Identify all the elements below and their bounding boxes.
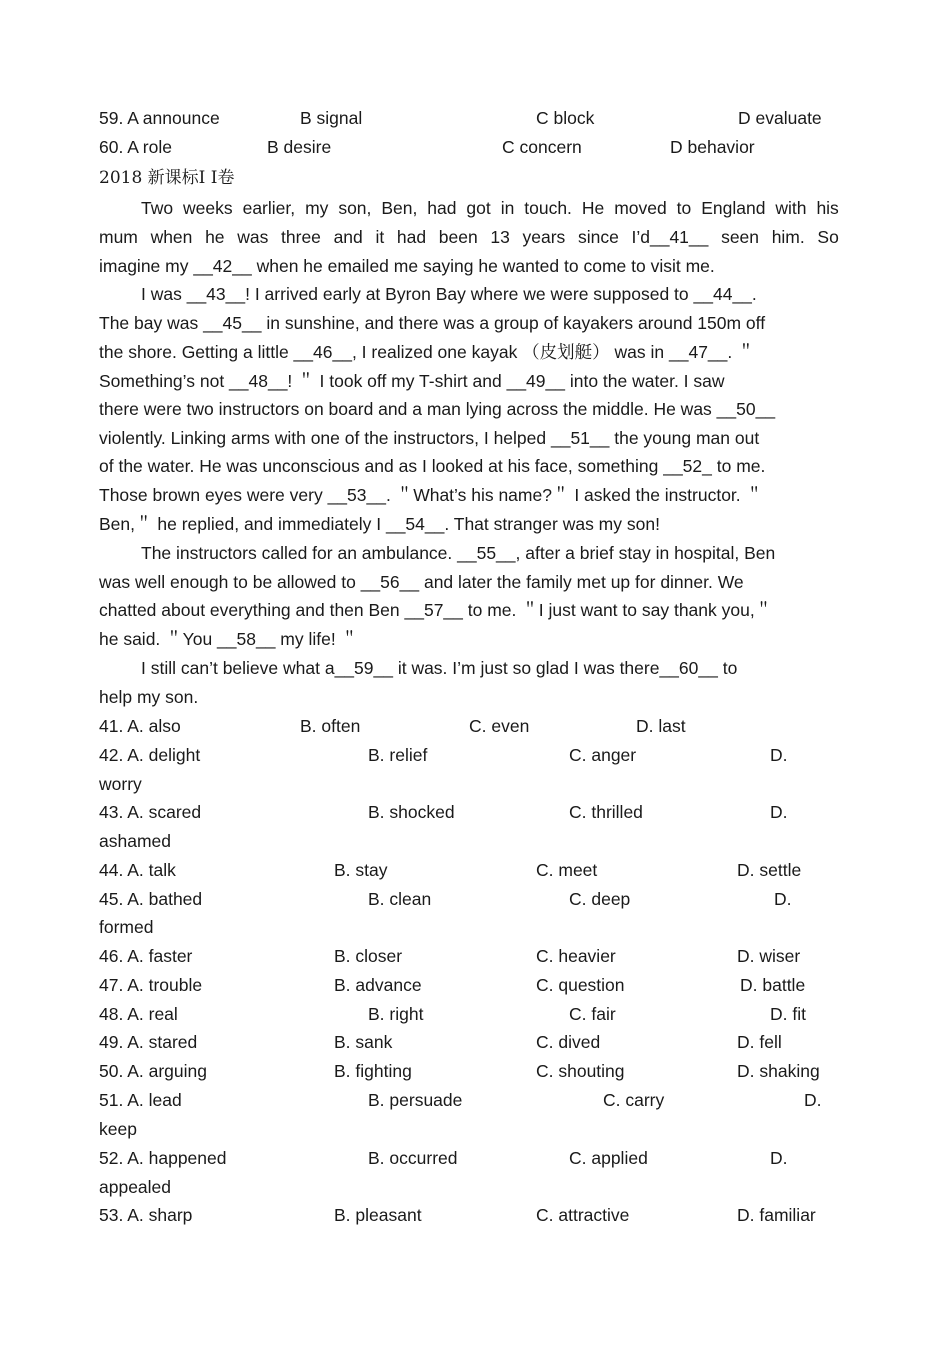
option-c: C concern: [502, 137, 582, 157]
option-b: B. sank: [334, 1032, 393, 1052]
option-b: B. clean: [368, 889, 432, 909]
passage-line: Those brown eyes were very __53__. ＂What’s his name?＂ I asked the instructor. ＂: [99, 485, 764, 505]
passage-word: to: [676, 198, 692, 218]
option-b: B signal: [300, 108, 363, 128]
passage-line: The instructors called for an ambulance. __55__, after a brief stay in hospital, Ben: [141, 543, 776, 563]
option-d: D. shaking: [737, 1061, 820, 1081]
option-b: B. stay: [334, 860, 388, 880]
passage-word: my: [305, 198, 329, 218]
option-row-60: [99, 133, 839, 162]
passage-line: was well enough to be allowed to __56__ and later the family met up for dinner. We: [99, 572, 744, 592]
passage-line: chatted about everything and then Ben __57__ to me. ＂I just want to say thank you,＂: [99, 600, 773, 620]
question-row-46: [99, 942, 839, 971]
passage-word: had: [396, 227, 427, 247]
passage-line: violently. Linking arms with one of the instructors, I helped __51__ the young man out: [99, 428, 760, 448]
passage-word: it: [375, 227, 385, 247]
option-a: 52. A. happened: [99, 1148, 227, 1168]
passage-word: 13: [490, 227, 510, 247]
option-c: C. applied: [569, 1148, 648, 1168]
passage-word: seen: [721, 227, 760, 247]
option-c: C. carry: [603, 1090, 665, 1110]
question-row-41: [99, 712, 839, 741]
passage-line: I still can’t believe what a__59__ it was. I’m just so glad I was there__60__ to: [141, 658, 738, 678]
option-row-59: [99, 104, 839, 133]
passage-line: Ben,＂ he replied, and immediately I __54__. That stranger was my son!: [99, 514, 660, 534]
passage-line: help my son.: [99, 687, 199, 707]
passage-word: Two: [141, 198, 174, 218]
option-d: D. fell: [737, 1032, 782, 1052]
option-d: D.: [770, 745, 788, 765]
passage-word: England: [701, 198, 766, 218]
section-heading: 2018 新课标Ⅰ Ⅰ卷: [99, 168, 235, 188]
option-a: 43. A. scared: [99, 802, 202, 822]
passage-word: earlier,: [242, 198, 296, 218]
option-b: B. often: [300, 716, 361, 736]
passage-line: the shore. Getting a little __46__, I realized one kayak （皮划艇） was in __47__. ＂: [99, 342, 755, 362]
question-row-52-wrap: appealed: [99, 1177, 172, 1197]
option-b: B. persuade: [368, 1090, 463, 1110]
option-b: B. occurred: [368, 1148, 458, 1168]
option-c: C. even: [469, 716, 530, 736]
option-a: 49. A. stared: [99, 1032, 198, 1052]
option-b: B. relief: [368, 745, 428, 765]
option-d: D. battle: [740, 975, 806, 995]
option-b: B. right: [368, 1004, 424, 1024]
option-d: D. settle: [737, 860, 802, 880]
option-b: B desire: [267, 137, 332, 157]
passage-word: touch.: [524, 198, 572, 218]
option-b: B. advance: [334, 975, 422, 995]
passage-line: [99, 223, 839, 252]
passage-line: of the water. He was unconscious and as I looked at his face, something __52_ to me.: [99, 456, 766, 476]
option-a: 45. A. bathed: [99, 889, 203, 909]
passage-word: years: [522, 227, 566, 247]
option-c: C. shouting: [536, 1061, 625, 1081]
option-d: D. wiser: [737, 946, 801, 966]
question-row-51-wrap: keep: [99, 1119, 137, 1139]
option-b: B. pleasant: [334, 1205, 422, 1225]
question-row-43-wrap: ashamed: [99, 831, 171, 851]
option-d: D. last: [636, 716, 686, 736]
question-row-50: [99, 1057, 839, 1086]
option-b: B. fighting: [334, 1061, 412, 1081]
option-a: 41. A. also: [99, 716, 181, 736]
option-d: D behavior: [670, 137, 755, 157]
passage-line: imagine my __42__ when he emailed me saying he wanted to come to visit me.: [99, 256, 715, 276]
question-row-45: [99, 885, 839, 914]
option-c: C. heavier: [536, 946, 616, 966]
passage-word: mum: [99, 227, 138, 247]
passage-word: with: [775, 198, 807, 218]
option-d: D. familiar: [737, 1205, 816, 1225]
passage-word: I’d__41__: [631, 227, 709, 247]
question-row-43: [99, 798, 839, 827]
option-c: C. dived: [536, 1032, 601, 1052]
question-row-42: [99, 741, 839, 770]
option-c: C. deep: [569, 889, 631, 909]
option-d: D.: [804, 1090, 822, 1110]
option-d: D. fit: [770, 1004, 806, 1024]
passage-word: when: [150, 227, 193, 247]
option-c: C. meet: [536, 860, 598, 880]
option-a: 51. A. lead: [99, 1090, 182, 1110]
option-a: 48. A. real: [99, 1004, 178, 1024]
question-row-51: [99, 1086, 839, 1115]
question-row-44: [99, 856, 839, 885]
option-c: C. attractive: [536, 1205, 630, 1225]
option-a: 46. A. faster: [99, 946, 193, 966]
question-row-45-wrap: formed: [99, 917, 154, 937]
question-row-47: [99, 971, 839, 1000]
option-c: C. fair: [569, 1004, 616, 1024]
passage-word: since: [577, 227, 619, 247]
option-a: 44. A. talk: [99, 860, 176, 880]
passage-word: got: [466, 198, 491, 218]
passage-word: Ben,: [381, 198, 418, 218]
option-a: 42. A. delight: [99, 745, 201, 765]
passage-word: in: [500, 198, 515, 218]
passage-word: son,: [338, 198, 372, 218]
passage-line: I was __43__! I arrived early at Byron Bay where we were supposed to __44__.: [141, 284, 757, 304]
option-d: D evaluate: [738, 108, 822, 128]
passage-line: he said. ＂You __58__ my life! ＂: [99, 629, 359, 649]
option-a: 50. A. arguing: [99, 1061, 207, 1081]
option-a: 60. A role: [99, 137, 172, 157]
passage-word: been: [438, 227, 478, 247]
passage-word: moved: [614, 198, 667, 218]
passage-word: had: [427, 198, 457, 218]
passage-word: three: [281, 227, 321, 247]
option-c: C. question: [536, 975, 625, 995]
passage-line: The bay was __45__ in sunshine, and there was a group of kayakers around 150m off: [99, 313, 766, 333]
passage-word: weeks: [183, 198, 233, 218]
question-row-48: [99, 1000, 839, 1029]
option-b: B. closer: [334, 946, 403, 966]
question-row-53: [99, 1201, 839, 1230]
passage-word: So: [817, 227, 839, 247]
option-a: 53. A. sharp: [99, 1205, 193, 1225]
passage-line: [141, 194, 839, 223]
option-b: B. shocked: [368, 802, 455, 822]
option-a: 47. A. trouble: [99, 975, 203, 995]
passage-word: he: [205, 227, 225, 247]
option-d: D.: [770, 1148, 788, 1168]
question-row-49: [99, 1028, 839, 1057]
option-d: D.: [770, 802, 788, 822]
question-row-52: [99, 1144, 839, 1173]
option-d: D.: [774, 889, 792, 909]
passage-word: and: [333, 227, 363, 247]
passage-line: Something’s not __48__! ＂ I took off my T-shirt and __49__ into the water. I saw: [99, 371, 725, 391]
passage-line: there were two instructors on board and a man lying across the middle. He was __50__: [99, 399, 776, 419]
option-c: C block: [536, 108, 595, 128]
option-c: C. anger: [569, 745, 637, 765]
passage-word: He: [581, 198, 605, 218]
passage-word: was: [237, 227, 269, 247]
option-a: 59. A announce: [99, 108, 220, 128]
passage-word: his: [816, 198, 839, 218]
question-row-42-wrap: worry: [99, 774, 142, 794]
passage-word: him.: [771, 227, 805, 247]
option-c: C. thrilled: [569, 802, 643, 822]
